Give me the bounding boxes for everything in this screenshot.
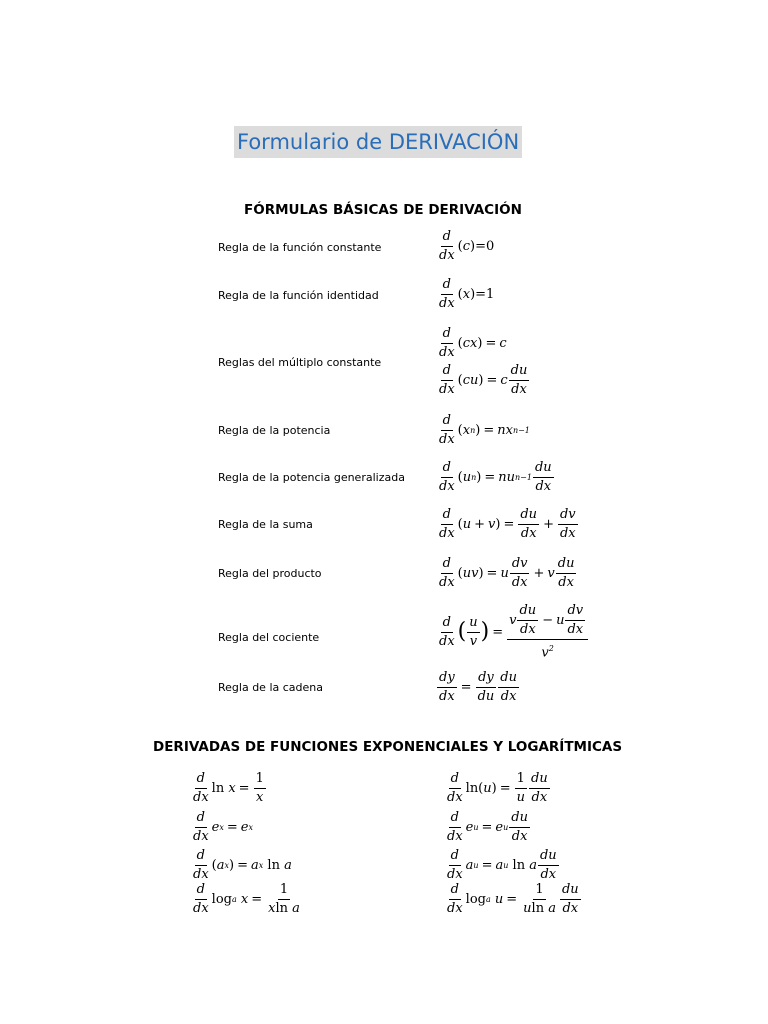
section-heading-exp-log: DERIVADAS DE FUNCIONES EXPONENCIALES Y LOGARÍTMICAS: [153, 739, 623, 755]
formula-chain: $\frac{dy}{dx}$ = $\frac{dy}{du}$ du dx: [439, 670, 517, 704]
formula-log-a-u: d dx log a u = $\frac{1}{\text{uln a}}$ du dx: [447, 882, 579, 916]
formula-a-u: d dx a u = a u ln a du dx: [447, 848, 557, 882]
rule-label-chain: Regla de la cadena: [218, 681, 323, 694]
formula-ln-u: d dx ln( u ) = $\frac{1}{u}$ du dx: [447, 771, 548, 805]
rule-label-constant-multiple: Reglas del múltiplo constante: [218, 356, 382, 369]
section-heading-basic: FÓRMULAS BÁSICAS DE DERIVACIÓN: [244, 202, 522, 218]
rule-label-power: Regla de la potencia: [218, 424, 331, 437]
rule-label-sum: Regla de la suma: [218, 518, 313, 531]
formula-sum: d dx ( u + v ) = $\frac{du}{dx}$ + $\frac{dv}{dx}$: [439, 507, 576, 541]
formula-identity: d dx ( x )=1: [439, 277, 495, 311]
formula-generalized-power: d dx ( u n ) = nu n−1 du dx: [439, 460, 552, 494]
formula-constant: d dx ( c )=0: [439, 229, 495, 263]
formula-log-a-x: d dx log a x = $\frac{1}{\text{xln a}}$: [193, 882, 300, 916]
rule-label-product: Regla del producto: [218, 567, 322, 580]
formula-power: d dx ( x n ) = nx n−1: [439, 413, 530, 447]
formula-ln-x: d dx ln x = $\frac{1}{x}$: [193, 771, 264, 805]
formula-e-x: d dx e x = e x: [193, 810, 253, 844]
formula-constant-multiple-2: d dx ( cu ) = c $\frac{du}{dx}$: [439, 363, 528, 397]
rule-label-identity: Regla de la función identidad: [218, 289, 379, 302]
page-title: Formulario de DERIVACIÓN: [234, 126, 522, 158]
formula-product: d dx ( uv ) = u $\frac{dv}{dx}$ + v $\frac{du}{dx}$: [439, 556, 575, 590]
formula-e-u: d dx e u = e u du dx: [447, 810, 528, 844]
rule-label-constant: Regla de la función constante: [218, 241, 382, 254]
formula-constant-multiple-1: d dx ( cx ) = c: [439, 326, 507, 360]
rule-label-quotient: Regla del cociente: [218, 631, 320, 644]
formula-a-x: d dx ( a x ) = a x ln a: [193, 848, 292, 882]
rule-label-generalized-power: Regla de la potencia generalizada: [218, 471, 405, 484]
formula-quotient: d dx ( u v ) = v $\frac{du}{dx}$ − u $\frac{dv}{dx}$ $v^2$: [436, 603, 589, 661]
